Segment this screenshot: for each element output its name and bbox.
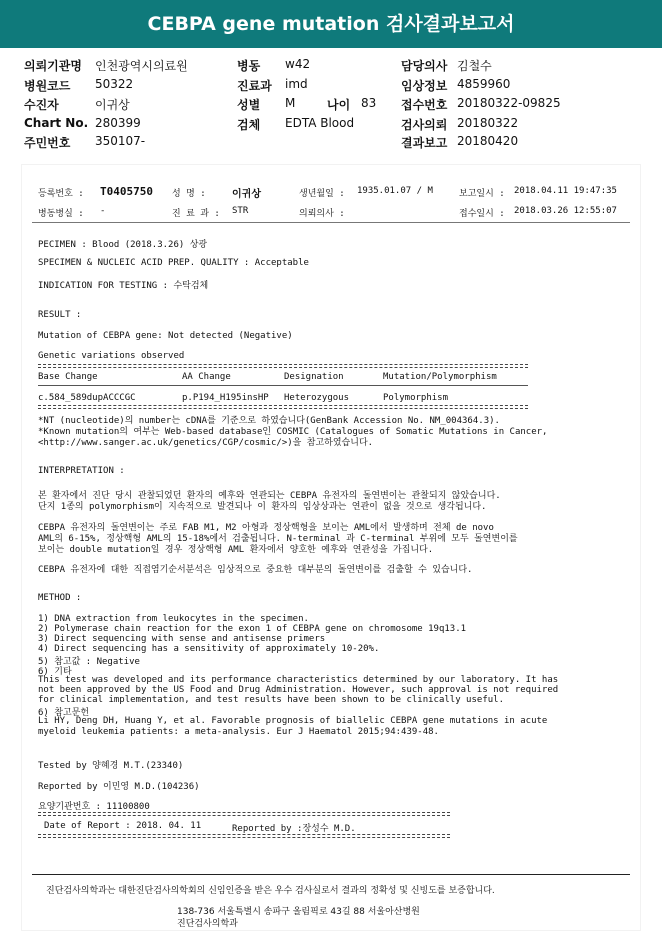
header-value: 이귀상 [95, 98, 130, 112]
interpretation-line: 보이는 double mutation일 경우 정상핵형 AML 환자에서 양호한 예후와 연관성을 가집니다. [38, 545, 434, 555]
header-row-specimen [237, 116, 397, 132]
hospital-address: 138-736 서울특별시 송파구 올림픽로 43길 88 서울아산병원 [177, 907, 420, 917]
header-value: imd [285, 77, 308, 91]
table-top-rule [38, 364, 528, 368]
header-label: 주민번호 [24, 136, 71, 150]
final-reported-by: Reported by :장성수 M.D. [232, 824, 356, 834]
tested-by: Tested by 양혜경 M.T.(23340) [38, 761, 184, 771]
method-line: This test was developed and its performance characteristics determined by our laboratory. It has [38, 675, 559, 685]
header-row-receipt-no [401, 96, 641, 112]
header-value: 50322 [95, 77, 134, 91]
col-base-change: Base Change [38, 372, 98, 382]
header-value: 20180322 [457, 116, 519, 130]
reg-no: T0405750 [100, 185, 153, 198]
interpretation-line: 본 환자에서 진단 당시 관찰되었던 환자의 예후와 연관되는 CEBPA 유전자의 돌연변이는 관찰되지 않았습니다. [38, 491, 501, 501]
received-value: 2018.03.26 12:55:07 [514, 206, 617, 216]
ward-value: - [100, 206, 106, 216]
header-row-report-date [401, 134, 641, 150]
dob-value: 1935.01.07 / M [357, 186, 433, 196]
ward-label: 병동병실 : [38, 209, 84, 219]
header-row-clinical-info [401, 77, 641, 93]
report-title: CEBPA gene mutation 검사결과보고서 [0, 0, 662, 48]
header-value: 20180420 [457, 134, 519, 148]
method-line: 6) 참고문헌 [38, 708, 90, 718]
department-name: 진단검사의학과 [177, 919, 238, 929]
header-value: w42 [285, 57, 311, 71]
cell-aa-change: p.P194_H195insHP [182, 393, 269, 403]
header-row-institution [24, 57, 234, 73]
col-aa-change: AA Change [182, 372, 231, 382]
dept-value: STR [232, 206, 249, 216]
header-value: 280399 [95, 116, 141, 130]
header-row-physician [401, 57, 641, 73]
note-line: *NT (nucleotide)의 number는 cDNA를 기준으로 하였습니다(GenBank Accession No. NM_004364.3). [38, 416, 500, 426]
method-line: 1) DNA extraction from leukocytes in the specimen. [38, 614, 309, 624]
age-value: 83 [361, 96, 377, 110]
header-label: 검사의뢰 [401, 118, 448, 132]
signature-top-rule [38, 812, 450, 816]
physician-label: 의뢰의사 : [299, 209, 345, 219]
header-row-hospital-code [24, 77, 234, 93]
reg-no-label: 등록번호 : [38, 189, 84, 199]
table-header-rule [38, 385, 528, 386]
note-line: <http://www.sanger.ac.uk/genetics/CGP/cosmic/>)을 참고하였습니다. [38, 438, 374, 448]
method-line: not been approved by the US Food and Drug Administration. However, such approval is not required [38, 685, 559, 695]
header-label: Chart No. [24, 116, 89, 130]
method-line: for clinical implementation, and test results have been shown to be clinically useful. [38, 695, 504, 705]
header-label: 수진자 [24, 98, 59, 112]
interpretation-line: 단지 1종의 polymorphism이 지속적으로 발견되나 이 환자의 임상상과는 연관이 없을 것으로 생각됩니다. [38, 502, 487, 512]
interpretation-line: AML의 6-15%, 정상핵형 AML의 15-18%에서 검출됩니다. N-terminal 과 C-terminal 부위에 모두 돌연변이를 [38, 534, 518, 544]
quality-line: SPECIMEN & NUCLEIC ACID PREP. QUALITY : Acceptable [38, 258, 309, 268]
header-label: 진료과 [237, 79, 272, 93]
header-label: 임상정보 [401, 79, 448, 93]
indication-line: INDICATION FOR TESTING : 수탁검체 [38, 281, 209, 291]
header-row-chart-no [24, 116, 234, 132]
result-heading: RESULT : [38, 310, 82, 320]
specimen-line: PECIMEN : Blood (2018.3.26) 상광 [38, 240, 208, 250]
note-line: *Known mutation의 여부는 Web-based database인 COSMIC (Catalogues of Somatic Mutations in Cancer, [38, 427, 548, 437]
genetic-heading: Genetic variations observed [38, 351, 185, 361]
header-value: 20180322-09825 [457, 96, 561, 110]
header-label: 의뢰기관명 [24, 59, 82, 73]
header-value: M [285, 96, 296, 110]
table-bottom-rule [38, 405, 528, 409]
header-row-resident-no [24, 134, 234, 150]
mutation-line: Mutation of CEBPA gene: Not detected (Negative) [38, 331, 293, 341]
institution-no: 요양기관번호 : 11100800 [38, 802, 150, 812]
age-label: 나이 [327, 98, 351, 112]
header-row-sex-age [237, 96, 397, 112]
method-line: 5) 참고값 : Negative [38, 657, 140, 667]
header-row-department [237, 77, 397, 93]
header-label: 성별 [237, 98, 261, 112]
header-label: 접수번호 [401, 98, 448, 112]
dob-label: 생년월일 : [299, 189, 345, 199]
received-label: 접수일시 : [459, 209, 505, 219]
dept-label: 진 료 과 : [172, 209, 220, 219]
header-label: 결과보고 [401, 136, 448, 150]
method-line: 6) 기타 [38, 667, 72, 677]
report-document [22, 165, 640, 930]
method-line: 4) Direct sequencing has a sensitivity of approximately 10-20%. [38, 644, 380, 654]
header-value: 김철수 [457, 59, 492, 73]
header-label: 검체 [237, 118, 261, 132]
name-value: 이귀상 [232, 189, 261, 200]
date-of-report: Date of Report : 2018. 04. 11 [44, 821, 202, 831]
footer-divider [32, 874, 630, 875]
divider [32, 222, 630, 223]
reported-by: Reported by 이민영 M.D.(104236) [38, 782, 200, 792]
header-label: 병원코드 [24, 79, 71, 93]
header-value: 350107- [95, 134, 146, 148]
method-line: 2) Polymerase chain reaction for the exon 1 of CEBPA gene on chromosome 19q13.1 [38, 624, 467, 634]
cell-designation: Heterozygous [284, 393, 350, 403]
report-date-value: 2018.04.11 19:47:35 [514, 186, 617, 196]
method-line: 3) Direct sequencing with sense and antisense primers [38, 634, 326, 644]
header-label: 담당의사 [401, 59, 448, 73]
interpretation-line: CEBPA 유전자의 돌연변이는 주로 FAB M1, M2 아형과 정상핵형을 보이는 AML에서 발생하며 전체 de novo [38, 523, 494, 533]
certification-statement: 진단검사의학과는 대한진단검사의학회의 신임인증을 받은 우수 검사실로서 결과의 정확성 및 신빙도를 보증합니다. [46, 886, 495, 896]
cell-mutation-polymorphism: Polymorphism [383, 393, 449, 403]
header-label: 병동 [237, 59, 261, 73]
signature-bottom-rule [38, 834, 450, 838]
header-row-ward [237, 57, 397, 73]
header-value: 인천광역시의료원 [95, 59, 188, 73]
cell-base-change: c.584_589dupACCCGC [38, 393, 136, 403]
method-line: myeloid leukemia patients: a meta-analysis. Eur J Haematol 2015;94:439-48. [38, 727, 439, 737]
col-designation: Designation [284, 372, 344, 382]
report-date-label: 보고일시 : [459, 189, 505, 199]
name-label: 성 명 : [172, 189, 206, 199]
header-value: EDTA Blood [285, 116, 355, 130]
method-line: Li HY, Deng DH, Huang Y, et al. Favorable prognosis of biallelic CEBPA gene mutations in acute [38, 716, 548, 726]
method-heading: METHOD : [38, 593, 82, 603]
col-mutation-polymorphism: Mutation/Polymorphism [383, 372, 497, 382]
header-row-patient [24, 96, 234, 112]
interpretation-line: CEBPA 유전자에 대한 직접염기순서분석은 임상적으로 중요한 대부분의 돌연변이를 검출할 수 있습니다. [38, 565, 473, 575]
interpretation-heading: INTERPRETATION : [38, 466, 125, 476]
header-value: 4859960 [457, 77, 511, 91]
header-row-request-date [401, 116, 641, 132]
